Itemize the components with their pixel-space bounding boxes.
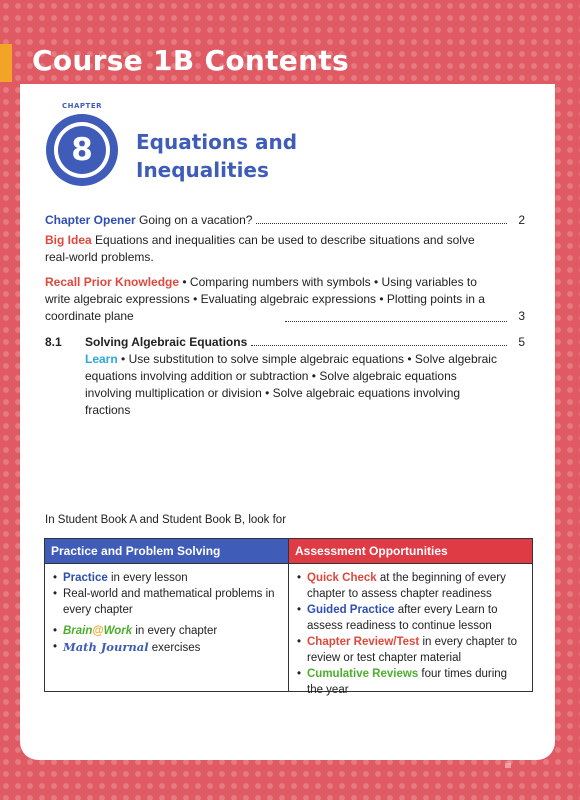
list-item: • Cumulative Reviews four times during the year (297, 666, 524, 698)
list-item: • Math Journal exercises (53, 639, 280, 656)
lesson-number: 8.1 (45, 335, 62, 349)
list-item: • Quick Check at the beginning of every chapter to assess chapter readiness (297, 570, 524, 602)
big-idea-entry (45, 232, 485, 266)
big-idea-text: Equations and inequalities can be used to describe situations and solve real-world problems. (45, 233, 475, 264)
contents-panel (20, 84, 555, 760)
recall-entry[interactable] (45, 274, 525, 325)
chapter-opener-label: Chapter Opener (45, 213, 136, 227)
lesson-8-1-entry[interactable] (45, 334, 525, 419)
chapter-title: Equations and Inequalities (136, 130, 298, 182)
list-item: • Brain@Work in every chapter (53, 623, 280, 639)
list-item: • Real-world and mathematical problems in every chapter (53, 586, 280, 618)
list-item: • Chapter Review/Test in every chapter to review or test chapter material (297, 634, 524, 666)
chapter-opener-entry[interactable] (45, 212, 525, 229)
assessment-header: Assessment Opportunities (289, 539, 532, 564)
math-journal-logo: Math Journal (63, 640, 149, 654)
chapter-label: CHAPTER (62, 102, 102, 110)
lesson-page: 5 (518, 335, 525, 349)
chapter-opener-text: Going on a vacation? (139, 213, 253, 227)
practice-column (45, 539, 288, 691)
page-number: iii (505, 760, 511, 770)
chapter-opener-page: 2 (518, 213, 525, 227)
big-idea-label: Big Idea (45, 233, 92, 247)
list-item: • Guided Practice after every Learn to assess readiness to continue lesson (297, 602, 524, 634)
leader-dots (285, 321, 507, 322)
title-tab-accent (0, 44, 12, 82)
page-title: Course 1B Contents (32, 44, 349, 77)
intro-text: In Student Book A and Student Book B, look for (45, 514, 287, 526)
recall-label: Recall Prior Knowledge (45, 275, 180, 289)
lesson-title: Solving Algebraic Equations (85, 335, 248, 349)
chapter-badge (46, 102, 118, 186)
recall-text: • Comparing numbers with symbols • Using variables to write algebraic expressions • Evaluating algebraic expressions • Plotting points in a coordinate plane (45, 275, 485, 323)
brain-at-work-logo: Brain@Work (63, 625, 133, 637)
practice-header: Practice and Problem Solving (45, 539, 288, 564)
chapter-number: 8 (71, 132, 93, 168)
features-table (44, 538, 533, 696)
recall-page: 3 (518, 309, 525, 323)
learn-text: • Use substitution to solve simple algebraic equations • Solve algebraic equations involving addition or subtraction • Solve algebraic equations involving multiplication or division • Solve algebraic equations involving fractions (85, 352, 497, 417)
leader-dots (256, 223, 507, 224)
leader-dots (251, 345, 507, 346)
learn-label: Learn (85, 352, 118, 366)
list-item: • Practice in every lesson (53, 570, 280, 586)
assessment-column (288, 539, 532, 696)
